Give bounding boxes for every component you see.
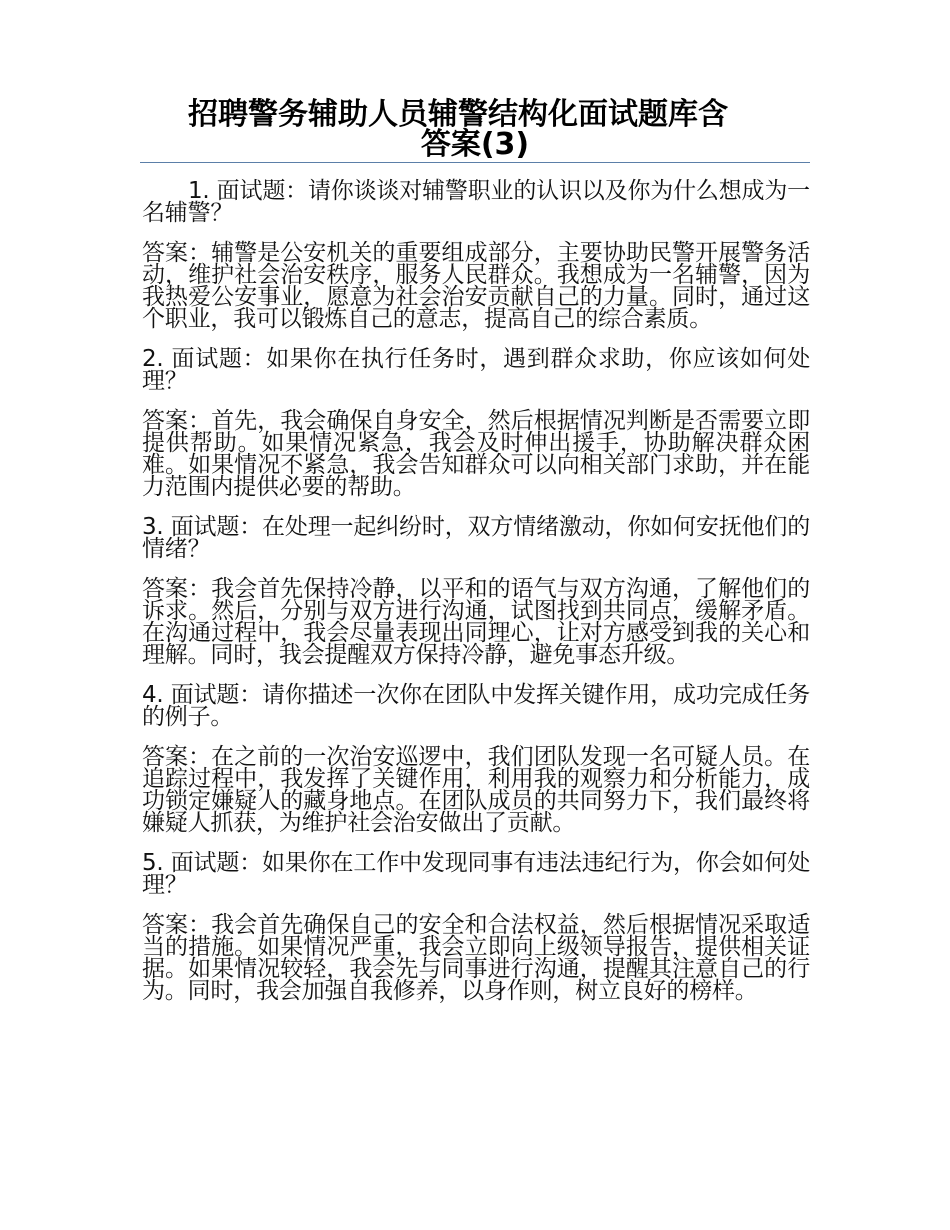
answer-1: 答案：辅警是公安机关的重要组成部分，主要协助民警开展警务活动，维护社会治安秩序，服务人民群众。我想成为一名辅警，因为我热爱公安事业，愿意为社会治安贡献自己的力量。同时，通过这个职业，我可以锻炼自己的意志，提高自己的综合素质。 (142, 240, 810, 332)
question-2: 2. 面试题：如果你在执行任务时，遇到群众求助，你应该如何处理？ (142, 346, 810, 394)
title-block (140, 97, 810, 162)
question-1: 1. 面试题：请你谈谈对辅警职业的认识以及你为什么想成为一名辅警？ (142, 178, 810, 226)
answer-2: 答案：首先，我会确保自身安全，然后根据情况判断是否需要立即提供帮助。如果情况紧急，我会及时伸出援手，协助解决群众困难。如果情况不紧急，我会告知群众可以向相关部门求助，并在能力范围内提供必要的帮助。 (142, 408, 810, 500)
title-line-2: 答案(3) (420, 127, 530, 162)
answer-3: 答案：我会首先保持冷静，以平和的语气与双方沟通，了解他们的诉求。然后，分别与双方进行沟通，试图找到共同点，缓解矛盾。在沟通过程中，我会尽量表现出同理心，让对方感受到我的关心和理解。同时，我会提醒双方保持冷静，避免事态升级。 (142, 576, 810, 668)
answer-4: 答案：在之前的一次治安巡逻中，我们团队发现一名可疑人员。在追踪过程中，我发挥了关键作用，利用我的观察力和分析能力，成功锁定嫌疑人的藏身地点。在团队成员的共同努力下，我们最终将嫌疑人抓获，为维护社会治安做出了贡献。 (142, 744, 810, 836)
document-body (142, 180, 810, 1020)
page-title (140, 97, 810, 162)
title-line-1: 招聘警务辅助人员辅警结构化面试题库含 (188, 97, 728, 132)
answer-5: 答案：我会首先确保自己的安全和合法权益，然后根据情况采取适当的措施。如果情况严重，我会立即向上级领导报告，提供相关证据。如果情况较轻，我会先与同事进行沟通，提醒其注意自己的行为。同时，我会加强自我修养，以身作则，树立良好的榜样。 (142, 912, 810, 1004)
question-4: 4. 面试题：请你描述一次你在团队中发挥关键作用，成功完成任务的例子。 (142, 682, 810, 730)
question-3: 3. 面试题：在处理一起纠纷时，双方情绪激动，你如何安抚他们的情绪？ (142, 514, 810, 562)
question-5: 5. 面试题：如果你在工作中发现同事有违法违纪行为，你会如何处理？ (142, 850, 810, 898)
title-divider (140, 162, 810, 163)
